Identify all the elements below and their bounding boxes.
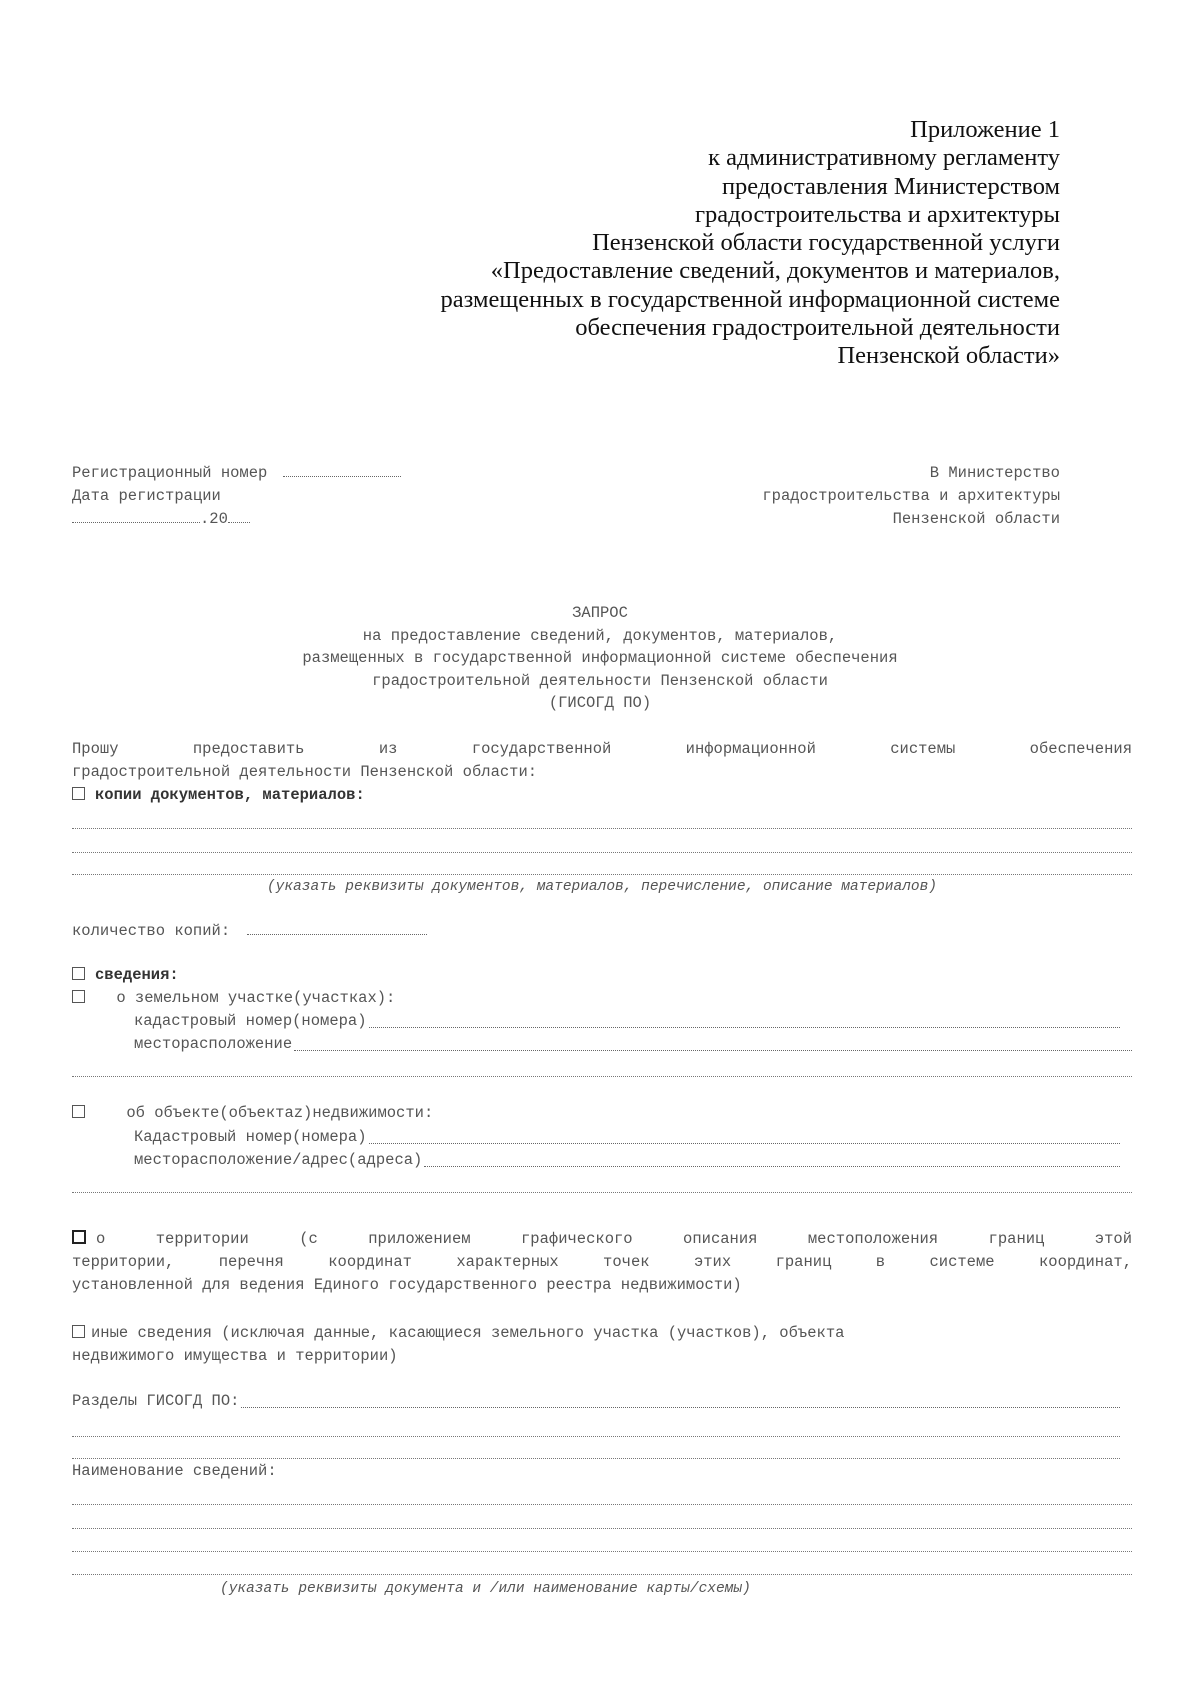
name-label: Наименование сведений: bbox=[72, 1462, 277, 1480]
title-line: на предоставление сведений, документов, материалов, bbox=[362, 626, 838, 645]
land-location-line[interactable] bbox=[72, 1076, 1132, 1077]
name-line[interactable] bbox=[72, 1528, 1132, 1529]
appendix-line: Приложение 1 bbox=[910, 116, 1060, 143]
sections-row bbox=[72, 1390, 1120, 1413]
sections-line[interactable] bbox=[72, 1458, 1120, 1459]
appendix-line: обеспечения градостроительной деятельности bbox=[575, 314, 1060, 342]
realty-cadastral-field[interactable] bbox=[369, 1142, 1120, 1144]
appendix-header bbox=[300, 116, 1060, 371]
land-location-field[interactable] bbox=[294, 1049, 1132, 1051]
addressee-line: градостроительства и архитектуры bbox=[762, 487, 1060, 505]
appendix-line: размещенных в государственной информационной системе bbox=[440, 285, 1060, 313]
title-line: ЗАПРОС bbox=[572, 604, 628, 622]
realty-cadastral-row bbox=[134, 1126, 1120, 1149]
land-cadastral-field[interactable] bbox=[369, 1026, 1120, 1028]
addressee-line: В Министерство bbox=[929, 464, 1060, 482]
appendix-line: предоставления Министерством bbox=[721, 172, 1060, 200]
title-line: размещенных в государственной информационной системе обеспечения bbox=[302, 649, 898, 667]
sections-label: Разделы ГИСОГД ПО: bbox=[72, 1392, 240, 1410]
land-cadastral-label: кадастровый номер(номера) bbox=[134, 1012, 367, 1030]
other-line: иные сведения (исключая данные, касающиеся земельного участка (участков), объекта bbox=[91, 1324, 845, 1342]
registration-year-field[interactable] bbox=[228, 508, 250, 523]
title-line: (ГИСОГД ПО) bbox=[548, 694, 652, 712]
realty-location-line[interactable] bbox=[72, 1192, 1132, 1193]
other-section bbox=[72, 1322, 1132, 1368]
registration-number-label: Регистрационный номер bbox=[72, 464, 268, 482]
request-title bbox=[0, 602, 1200, 715]
appendix-line: Пензенской области» bbox=[837, 342, 1060, 370]
registration-block bbox=[72, 462, 492, 531]
intro-line: Прошу предоставить из государственной информационной системы обеспечения bbox=[72, 740, 1132, 758]
copies-count-field[interactable] bbox=[247, 920, 427, 935]
realty-location-field[interactable] bbox=[424, 1165, 1120, 1167]
land-checkbox[interactable] bbox=[72, 990, 85, 1003]
copies-checkbox[interactable] bbox=[72, 787, 85, 800]
appendix-line: градостроительства и архитектуры bbox=[694, 200, 1060, 228]
appendix-line: «Предоставление сведений, документов и материалов, bbox=[490, 257, 1060, 285]
addressee-line: Пензенской области bbox=[892, 510, 1060, 528]
copies-details-line[interactable] bbox=[72, 828, 1132, 829]
info-label: сведения: bbox=[95, 966, 179, 984]
info-section bbox=[72, 964, 1132, 1010]
copies-label: копии документов, материалов: bbox=[95, 786, 365, 804]
realty-label: об объекте(объектаz)недвижимости: bbox=[126, 1104, 434, 1122]
other-checkbox[interactable] bbox=[72, 1325, 85, 1338]
copies-details-line[interactable] bbox=[72, 874, 1132, 875]
registration-number-field[interactable] bbox=[283, 462, 401, 477]
copies-count-row bbox=[72, 920, 1132, 943]
sections-line[interactable] bbox=[72, 1436, 1120, 1437]
territory-section bbox=[72, 1228, 1132, 1297]
name-line[interactable] bbox=[72, 1551, 1132, 1552]
name-hint: (указать реквизиты документа и /или наименование карты/схемы) bbox=[220, 1581, 751, 1597]
territory-line: установленной для ведения Единого государственного реестра недвижимости) bbox=[72, 1276, 742, 1294]
copies-details-line[interactable] bbox=[72, 852, 1132, 853]
appendix-line: Пензенской области государственной услуги bbox=[592, 229, 1060, 257]
registration-date-field[interactable] bbox=[72, 508, 200, 523]
name-line[interactable] bbox=[72, 1504, 1132, 1505]
sections-field[interactable] bbox=[241, 1406, 1120, 1408]
name-line[interactable] bbox=[72, 1574, 1132, 1575]
copies-hint: (указать реквизиты документов, материалов, перечисление, описание материалов) bbox=[266, 879, 937, 895]
request-intro bbox=[72, 738, 1132, 807]
other-line: недвижимого имущества и территории) bbox=[72, 1347, 398, 1365]
land-location-row bbox=[134, 1033, 1132, 1056]
realty-location-label: месторасположение/адрес(адреса) bbox=[134, 1151, 423, 1169]
territory-line: территории, перечня координат характерных точек этих границ в системе координат, bbox=[72, 1253, 1132, 1271]
addressee-block bbox=[560, 462, 1060, 531]
territory-line: о территории (с приложением графического описания местоположения границ этой bbox=[96, 1230, 1132, 1248]
registration-date-label: Дата регистрации bbox=[72, 487, 221, 505]
intro-line: градостроительной деятельности Пензенской области: bbox=[72, 763, 538, 781]
realty-location-row bbox=[134, 1149, 1120, 1172]
territory-checkbox[interactable] bbox=[72, 1230, 86, 1244]
registration-date-suffix: .20 bbox=[200, 510, 228, 528]
copies-count-label: количество копий: bbox=[72, 922, 231, 940]
realty-cadastral-label: Кадастровый номер(номера) bbox=[134, 1128, 367, 1146]
land-cadastral-row bbox=[134, 1010, 1120, 1033]
appendix-line: к административному регламенту bbox=[708, 144, 1060, 172]
realty-row bbox=[72, 1102, 1132, 1125]
land-label: о земельном участке(участках): bbox=[116, 989, 396, 1007]
info-checkbox[interactable] bbox=[72, 967, 85, 980]
realty-checkbox[interactable] bbox=[72, 1105, 85, 1118]
title-line: градостроительной деятельности Пензенской области bbox=[372, 671, 828, 690]
land-location-label: месторасположение bbox=[134, 1035, 293, 1053]
